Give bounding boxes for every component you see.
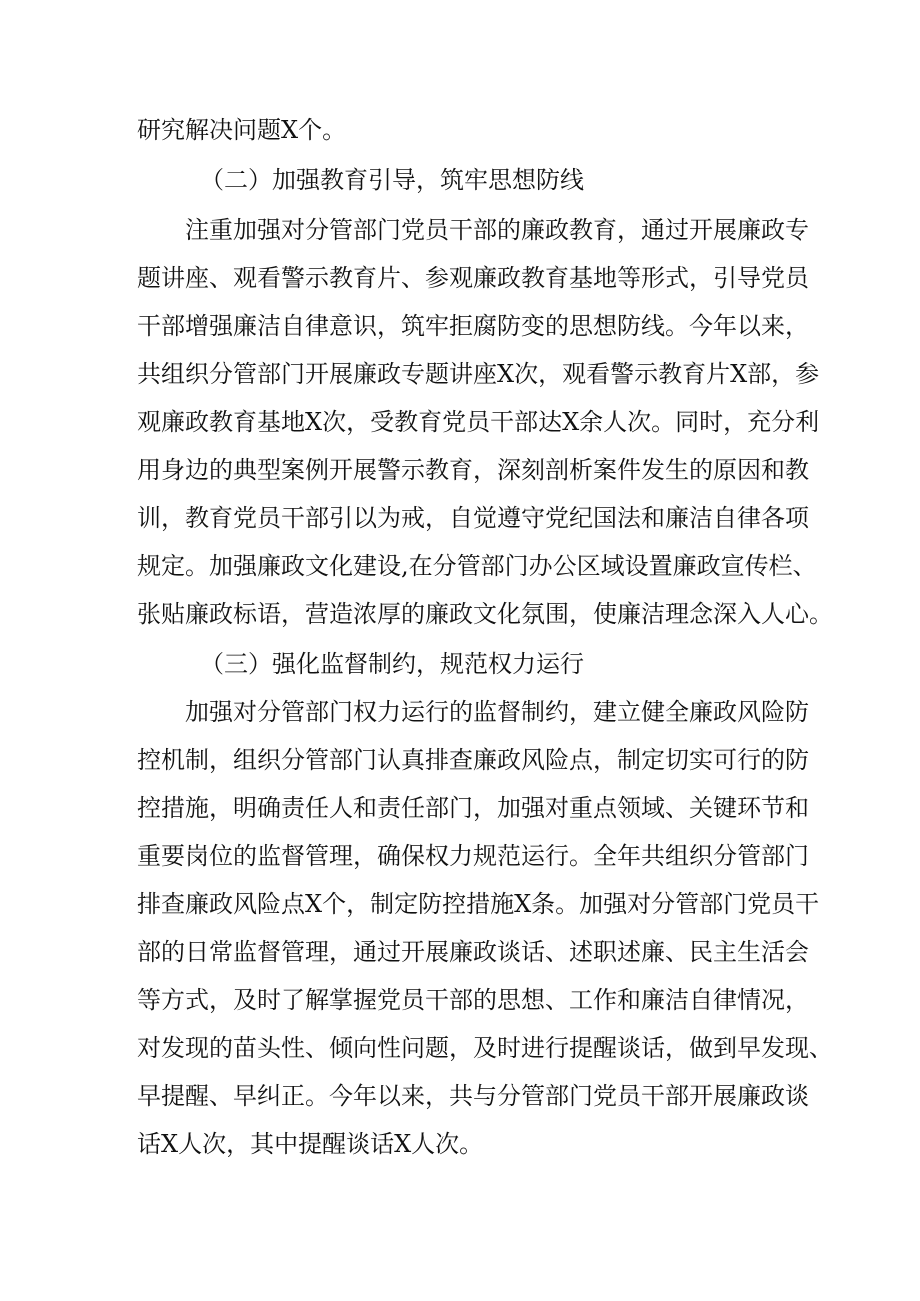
section-heading: （三）强化监督制约，规范权力运行 bbox=[200, 650, 584, 678]
body-line: 排查廉政风险点X个，制定防控措施X条。加强对分管部门党员干 bbox=[137, 890, 820, 918]
body-line: 共组织分管部门开展廉政专题讲座X次，观看警示教育片X部，参 bbox=[137, 360, 820, 388]
paragraph-first-line: 加强对分管部门权力运行的监督制约，建立健全廉政风险防 bbox=[185, 698, 809, 726]
body-line: 用身边的典型案例开展警示教育，深刻剖析案件发生的原因和教 bbox=[137, 456, 809, 484]
body-line: 观廉政教育基地X次，受教育党员干部达X余人次。同时，充分利 bbox=[137, 408, 820, 436]
body-line: 题讲座、观看警示教育片、参观廉政教育基地等形式，引导党员 bbox=[137, 264, 809, 292]
body-line: 控机制，组织分管部门认真排查廉政风险点，制定切实可行的防 bbox=[137, 746, 809, 774]
body-line: 对发现的苗头性、倾向性问题，及时进行提醒谈话，做到早发现、 bbox=[137, 1034, 833, 1062]
section-heading: （二）加强教育引导，筑牢思想防线 bbox=[200, 166, 584, 194]
body-line: 等方式，及时了解掌握党员干部的思想、工作和廉洁自律情况， bbox=[137, 986, 809, 1014]
body-line: 张贴廉政标语，营造浓厚的廉政文化氛围，使廉洁理念深入人心。 bbox=[137, 600, 833, 628]
body-line: 话X人次，其中提醒谈话X人次。 bbox=[137, 1130, 484, 1158]
body-line: 控措施，明确责任人和责任部门，加强对重点领域、关键环节和 bbox=[137, 794, 809, 822]
body-line: 研究解决问题X个。 bbox=[137, 116, 347, 144]
body-line: 部的日常监督管理，通过开展廉政谈话、述职述廉、民主生活会 bbox=[137, 938, 809, 966]
body-line: 规定。加强廉政文化建设,在分管部门办公区域设置廉政宣传栏、 bbox=[137, 552, 817, 580]
body-line: 早提醒、早纠正。今年以来，共与分管部门党员干部开展廉政谈 bbox=[137, 1082, 809, 1110]
body-line: 训，教育党员干部引以为戒，自觉遵守党纪国法和廉洁自律各项 bbox=[137, 504, 809, 532]
paragraph-first-line: 注重加强对分管部门党员干部的廉政教育，通过开展廉政专 bbox=[185, 216, 809, 244]
body-line: 重要岗位的监督管理，确保权力规范运行。全年共组织分管部门 bbox=[137, 842, 809, 870]
body-line: 干部增强廉洁自律意识，筑牢拒腐防变的思想防线。今年以来， bbox=[137, 312, 809, 340]
